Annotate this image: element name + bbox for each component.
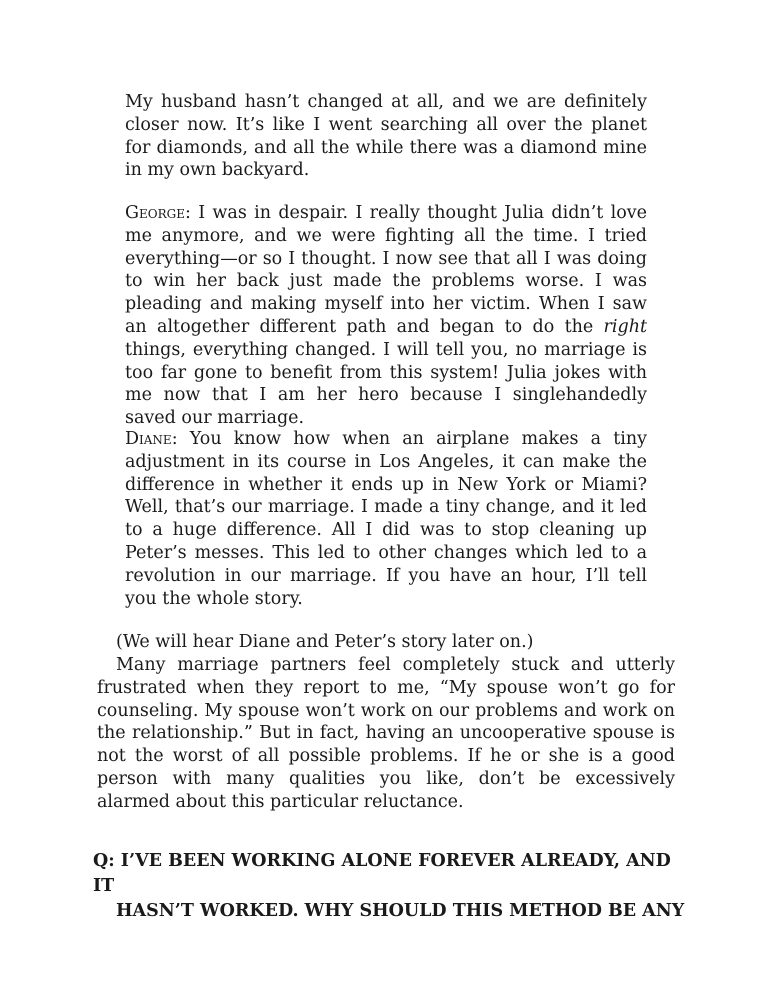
testimonial-diane bbox=[125, 428, 647, 610]
testimonial-paragraph-1 bbox=[125, 91, 647, 182]
paragraph-text: : You know how when an airplane makes a tiny adjustment in its course in Los Angeles, it can make the difference in whether it ends up in New York or Miami? Well, that’s our marriage. I made a tiny change, and it led to a huge difference. All I did was to stop cleaning up Peter’s messes. This led to other changes which led to a revolution in our marriage. If you have an hour, I’ll tell you the whole story. bbox=[125, 429, 647, 609]
body-paragraph: Many marriage partners feel completely stuck and utterly frustrated when they report to me, “My spouse won’t go for counseling. My spouse won’t work on our problems and work on the relationship.” But in fact, having an uncooperative spouse is not the worst of all possible problems. If he or she is a good person with many qualities you like, don’t be excessively alarmed about this particular reluctance. bbox=[97, 655, 675, 812]
speaker-name-diane: Diane bbox=[125, 429, 172, 449]
aside-note: (We will hear Diane and Peter’s story later on.) bbox=[116, 632, 534, 652]
heading-line-1: Q: I’VE BEEN WORKING ALONE FOREVER ALREADY, AND IT bbox=[93, 851, 671, 896]
emphasized-word: right bbox=[603, 316, 647, 337]
paragraph-text: : I was in despair. I really thought Julia didn’t love me anymore, and we were fighting all the time. I tried everything—or so I thought. I now see that all I was doing to win her back just made the problems worse. I was pleading and making myself into her victim. When I saw an altogether different path and began to do the bbox=[125, 203, 647, 337]
paragraph-text: My husband hasn’t changed at all, and we are definitely closer now. It’s like I went searching all over the planet for diamonds, and all the while there was a diamond mine in my own backyard. bbox=[125, 92, 647, 181]
heading-line-2: HASN’T WORKED. WHY SHOULD THIS METHOD BE ANY bbox=[116, 901, 685, 921]
paragraph-text: things, everything changed. I will tell you, no marriage is too far gone to benefit from this system! Julia jokes with me now that I am her hero because I singlehandedly saved our marriage. bbox=[125, 339, 647, 429]
section-heading bbox=[93, 849, 693, 924]
testimonial-george bbox=[125, 202, 647, 430]
speaker-name-george: George bbox=[125, 203, 185, 223]
